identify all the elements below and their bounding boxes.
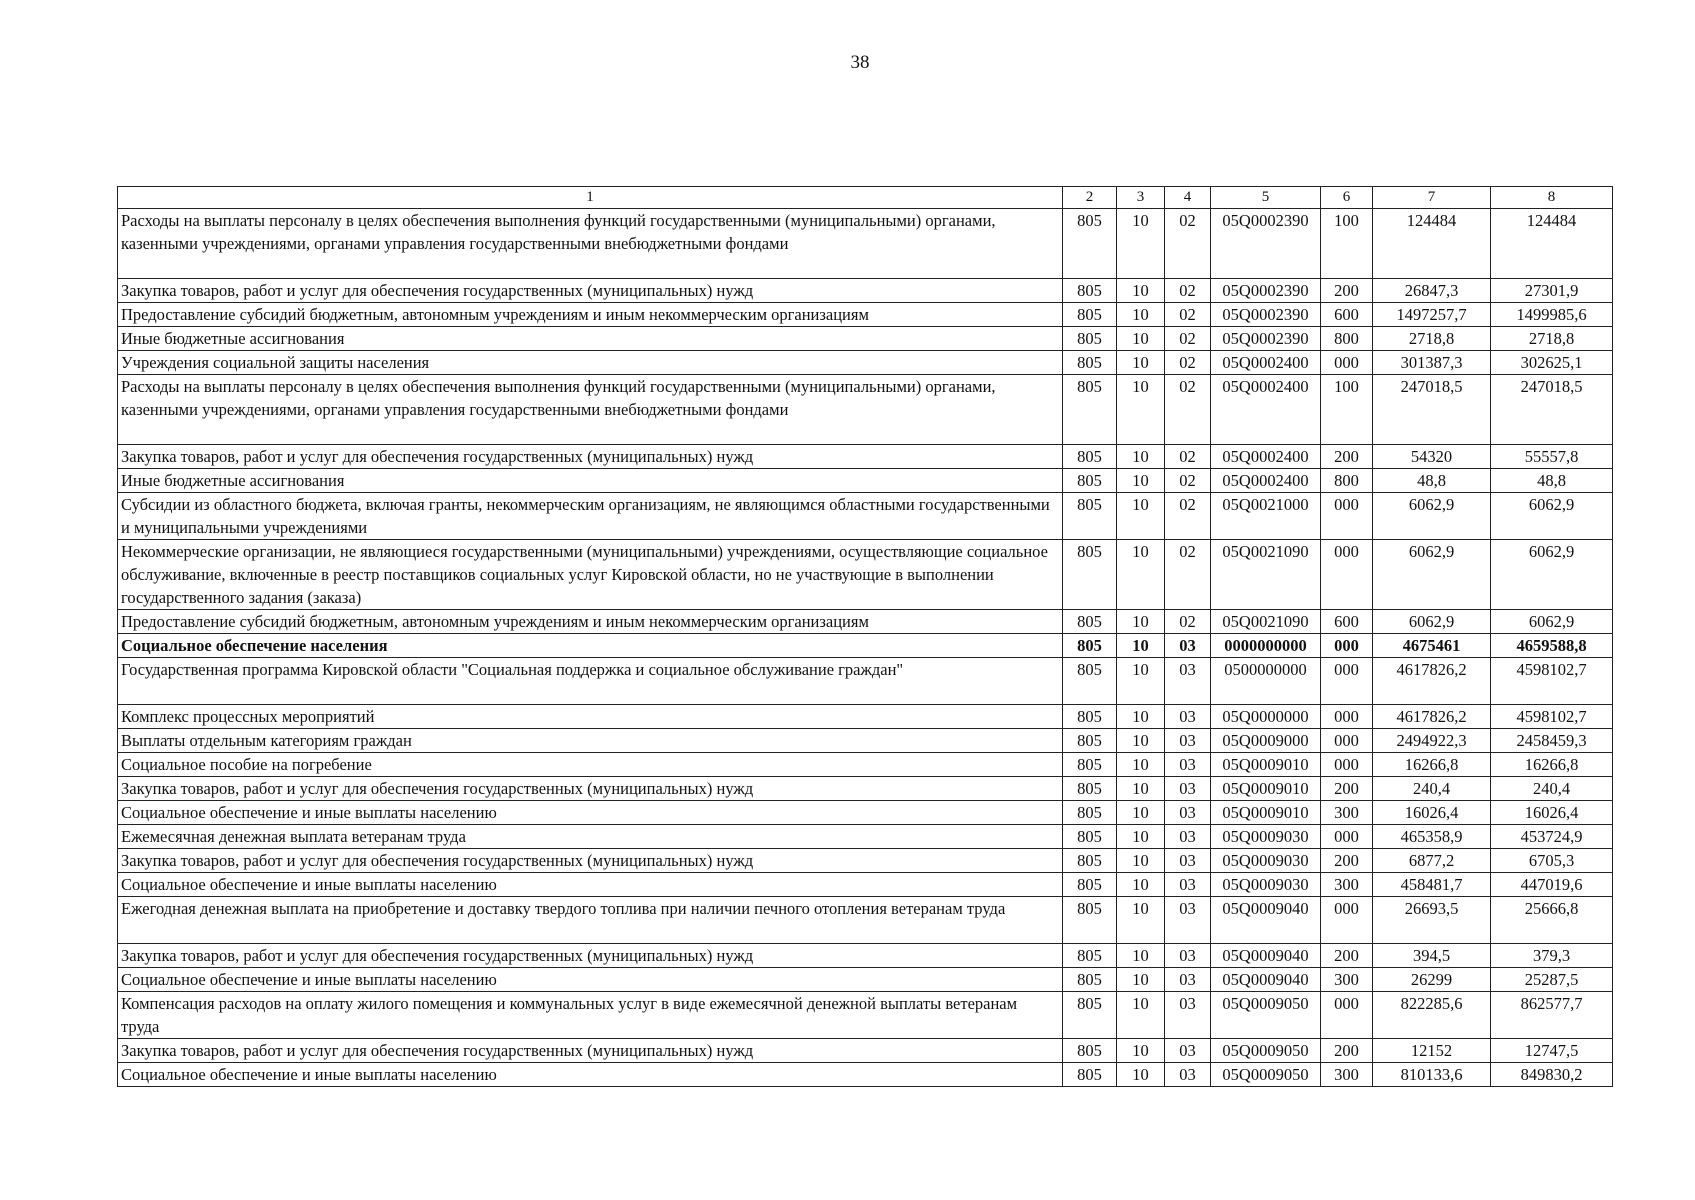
table-row bbox=[118, 753, 1613, 777]
table-row bbox=[118, 897, 1613, 944]
row-expense-type-cell: 300 bbox=[1321, 801, 1373, 825]
row-amount-year2-cell: 12747,5 bbox=[1491, 1039, 1613, 1063]
row-amount-year2-cell: 6062,9 bbox=[1491, 610, 1613, 634]
table-row bbox=[118, 705, 1613, 729]
row-ministry-code-cell: 805 bbox=[1063, 610, 1117, 634]
budget-table bbox=[117, 186, 1613, 1087]
row-expense-type-cell: 000 bbox=[1321, 634, 1373, 658]
row-amount-year1-cell: 247018,5 bbox=[1373, 375, 1491, 445]
row-section-code-cell: 10 bbox=[1117, 705, 1165, 729]
table-row bbox=[118, 303, 1613, 327]
row-amount-year2-cell: 25666,8 bbox=[1491, 897, 1613, 944]
table-row bbox=[118, 209, 1613, 279]
row-expense-type-cell: 000 bbox=[1321, 992, 1373, 1039]
row-subsection-code-cell: 03 bbox=[1165, 992, 1211, 1039]
row-section-code-cell: 10 bbox=[1117, 327, 1165, 351]
row-ministry-code-cell: 805 bbox=[1063, 777, 1117, 801]
table-row bbox=[118, 968, 1613, 992]
table-row bbox=[118, 540, 1613, 610]
row-amount-year2-cell: 453724,9 bbox=[1491, 825, 1613, 849]
row-expense-type-cell: 300 bbox=[1321, 968, 1373, 992]
table-row bbox=[118, 279, 1613, 303]
row-section-code-cell: 10 bbox=[1117, 351, 1165, 375]
row-section-code-cell: 10 bbox=[1117, 610, 1165, 634]
row-subsection-code-cell: 03 bbox=[1165, 634, 1211, 658]
table-row bbox=[118, 493, 1613, 540]
row-subsection-code-cell: 03 bbox=[1165, 753, 1211, 777]
row-amount-year2-cell: 2718,8 bbox=[1491, 327, 1613, 351]
row-amount-year1-cell: 822285,6 bbox=[1373, 992, 1491, 1039]
row-ministry-code-cell: 805 bbox=[1063, 469, 1117, 493]
row-expense-type-cell: 200 bbox=[1321, 1039, 1373, 1063]
row-target-article-cell: 05Q0009010 bbox=[1211, 777, 1321, 801]
row-target-article-cell: 05Q0000000 bbox=[1211, 705, 1321, 729]
row-ministry-code-cell: 805 bbox=[1063, 753, 1117, 777]
column-header: 6 bbox=[1321, 187, 1373, 209]
row-ministry-code-cell: 805 bbox=[1063, 825, 1117, 849]
row-expense-type-cell: 000 bbox=[1321, 658, 1373, 705]
row-ministry-code-cell: 805 bbox=[1063, 705, 1117, 729]
row-name-cell: Иные бюджетные ассигнования bbox=[118, 469, 1063, 493]
row-amount-year2-cell: 6062,9 bbox=[1491, 540, 1613, 610]
row-section-code-cell: 10 bbox=[1117, 469, 1165, 493]
row-name-cell: Субсидии из областного бюджета, включая гранты, некоммерческим организациям, не являющимся областными государственными и муниципальными учреждениями bbox=[118, 493, 1063, 540]
table-row bbox=[118, 445, 1613, 469]
row-section-code-cell: 10 bbox=[1117, 849, 1165, 873]
row-amount-year2-cell: 6705,3 bbox=[1491, 849, 1613, 873]
row-amount-year2-cell: 16026,4 bbox=[1491, 801, 1613, 825]
row-section-code-cell: 10 bbox=[1117, 540, 1165, 610]
row-amount-year2-cell: 1499985,6 bbox=[1491, 303, 1613, 327]
row-subsection-code-cell: 03 bbox=[1165, 825, 1211, 849]
row-section-code-cell: 10 bbox=[1117, 944, 1165, 968]
row-ministry-code-cell: 805 bbox=[1063, 279, 1117, 303]
row-target-article-cell: 05Q0002390 bbox=[1211, 303, 1321, 327]
column-header: 7 bbox=[1373, 187, 1491, 209]
row-subsection-code-cell: 03 bbox=[1165, 1063, 1211, 1087]
row-amount-year1-cell: 124484 bbox=[1373, 209, 1491, 279]
row-amount-year1-cell: 2718,8 bbox=[1373, 327, 1491, 351]
row-amount-year1-cell: 458481,7 bbox=[1373, 873, 1491, 897]
row-target-article-cell: 05Q0009050 bbox=[1211, 1063, 1321, 1087]
row-name-cell: Закупка товаров, работ и услуг для обеспечения государственных (муниципальных) нужд bbox=[118, 279, 1063, 303]
table-row bbox=[118, 375, 1613, 445]
row-amount-year2-cell: 862577,7 bbox=[1491, 992, 1613, 1039]
row-amount-year2-cell: 302625,1 bbox=[1491, 351, 1613, 375]
row-expense-type-cell: 000 bbox=[1321, 705, 1373, 729]
row-expense-type-cell: 800 bbox=[1321, 469, 1373, 493]
row-target-article-cell: 05Q0009000 bbox=[1211, 729, 1321, 753]
row-name-cell: Социальное обеспечение и иные выплаты населению bbox=[118, 968, 1063, 992]
table-row bbox=[118, 658, 1613, 705]
row-ministry-code-cell: 805 bbox=[1063, 1063, 1117, 1087]
row-name-cell: Предоставление субсидий бюджетным, автономным учреждениям и иным некоммерческим организациям bbox=[118, 303, 1063, 327]
row-amount-year1-cell: 4675461 bbox=[1373, 634, 1491, 658]
row-target-article-cell: 05Q0021000 bbox=[1211, 493, 1321, 540]
table-row bbox=[118, 634, 1613, 658]
row-name-cell: Учреждения социальной защиты населения bbox=[118, 351, 1063, 375]
row-target-article-cell: 05Q0002400 bbox=[1211, 469, 1321, 493]
row-section-code-cell: 10 bbox=[1117, 753, 1165, 777]
row-section-code-cell: 10 bbox=[1117, 729, 1165, 753]
row-subsection-code-cell: 03 bbox=[1165, 968, 1211, 992]
row-subsection-code-cell: 02 bbox=[1165, 493, 1211, 540]
row-target-article-cell: 05Q0009010 bbox=[1211, 753, 1321, 777]
column-header: 8 bbox=[1491, 187, 1613, 209]
row-ministry-code-cell: 805 bbox=[1063, 303, 1117, 327]
row-target-article-cell: 05Q0002400 bbox=[1211, 445, 1321, 469]
row-section-code-cell: 10 bbox=[1117, 992, 1165, 1039]
row-section-code-cell: 10 bbox=[1117, 1039, 1165, 1063]
row-ministry-code-cell: 805 bbox=[1063, 944, 1117, 968]
row-amount-year2-cell: 4598102,7 bbox=[1491, 705, 1613, 729]
row-name-cell: Некоммерческие организации, не являющиеся государственными (муниципальными) учреждениями, осуществляющие социальное обслуживание, включенные в реестр поставщиков социальных услуг Кировской области, но не участвующие в выполнении государственного задания (заказа) bbox=[118, 540, 1063, 610]
row-amount-year1-cell: 16026,4 bbox=[1373, 801, 1491, 825]
row-name-cell: Социальное обеспечение и иные выплаты населению bbox=[118, 1063, 1063, 1087]
row-name-cell: Закупка товаров, работ и услуг для обеспечения государственных (муниципальных) нужд bbox=[118, 944, 1063, 968]
row-expense-type-cell: 200 bbox=[1321, 279, 1373, 303]
row-amount-year1-cell: 301387,3 bbox=[1373, 351, 1491, 375]
row-name-cell: Государственная программа Кировской области "Социальная поддержка и социальное обслуживание граждан" bbox=[118, 658, 1063, 705]
row-amount-year1-cell: 12152 bbox=[1373, 1039, 1491, 1063]
row-expense-type-cell: 000 bbox=[1321, 825, 1373, 849]
row-expense-type-cell: 200 bbox=[1321, 777, 1373, 801]
row-subsection-code-cell: 02 bbox=[1165, 540, 1211, 610]
row-target-article-cell: 05Q0009040 bbox=[1211, 944, 1321, 968]
table-header-row bbox=[118, 187, 1613, 209]
page-number: 38 bbox=[850, 52, 870, 73]
row-target-article-cell: 05Q0002390 bbox=[1211, 327, 1321, 351]
row-target-article-cell: 05Q0009030 bbox=[1211, 825, 1321, 849]
row-name-cell: Ежегодная денежная выплата на приобретение и доставку твердого топлива при наличии печного отопления ветеранам труда bbox=[118, 897, 1063, 944]
row-target-article-cell: 05Q0021090 bbox=[1211, 540, 1321, 610]
row-amount-year1-cell: 26299 bbox=[1373, 968, 1491, 992]
row-name-cell: Закупка товаров, работ и услуг для обеспечения государственных (муниципальных) нужд bbox=[118, 849, 1063, 873]
row-ministry-code-cell: 805 bbox=[1063, 658, 1117, 705]
row-amount-year2-cell: 25287,5 bbox=[1491, 968, 1613, 992]
row-section-code-cell: 10 bbox=[1117, 968, 1165, 992]
row-name-cell: Расходы на выплаты персоналу в целях обеспечения выполнения функций государственными (муниципальными) органами, казенными учреждениями, органами управления государственными внебюджетными фондами bbox=[118, 375, 1063, 445]
row-ministry-code-cell: 805 bbox=[1063, 968, 1117, 992]
column-header: 2 bbox=[1063, 187, 1117, 209]
row-section-code-cell: 10 bbox=[1117, 777, 1165, 801]
row-amount-year1-cell: 1497257,7 bbox=[1373, 303, 1491, 327]
table-body bbox=[118, 187, 1613, 1087]
row-amount-year2-cell: 124484 bbox=[1491, 209, 1613, 279]
column-header: 3 bbox=[1117, 187, 1165, 209]
row-name-cell: Закупка товаров, работ и услуг для обеспечения государственных (муниципальных) нужд bbox=[118, 1039, 1063, 1063]
row-ministry-code-cell: 805 bbox=[1063, 445, 1117, 469]
row-subsection-code-cell: 03 bbox=[1165, 873, 1211, 897]
row-target-article-cell: 05Q0009050 bbox=[1211, 992, 1321, 1039]
row-target-article-cell: 05Q0021090 bbox=[1211, 610, 1321, 634]
row-ministry-code-cell: 805 bbox=[1063, 327, 1117, 351]
row-subsection-code-cell: 03 bbox=[1165, 777, 1211, 801]
row-amount-year2-cell: 447019,6 bbox=[1491, 873, 1613, 897]
row-amount-year2-cell: 48,8 bbox=[1491, 469, 1613, 493]
row-name-cell: Расходы на выплаты персоналу в целях обеспечения выполнения функций государственными (муниципальными) органами, казенными учреждениями, органами управления государственными внебюджетными фондами bbox=[118, 209, 1063, 279]
row-amount-year2-cell: 2458459,3 bbox=[1491, 729, 1613, 753]
row-target-article-cell: 0500000000 bbox=[1211, 658, 1321, 705]
row-amount-year1-cell: 4617826,2 bbox=[1373, 658, 1491, 705]
row-target-article-cell: 05Q0002400 bbox=[1211, 351, 1321, 375]
row-expense-type-cell: 000 bbox=[1321, 897, 1373, 944]
table-row bbox=[118, 327, 1613, 351]
row-subsection-code-cell: 03 bbox=[1165, 729, 1211, 753]
row-subsection-code-cell: 03 bbox=[1165, 705, 1211, 729]
row-ministry-code-cell: 805 bbox=[1063, 209, 1117, 279]
row-ministry-code-cell: 805 bbox=[1063, 375, 1117, 445]
row-amount-year1-cell: 6062,9 bbox=[1373, 610, 1491, 634]
row-ministry-code-cell: 805 bbox=[1063, 351, 1117, 375]
row-expense-type-cell: 100 bbox=[1321, 209, 1373, 279]
row-subsection-code-cell: 03 bbox=[1165, 849, 1211, 873]
table-row bbox=[118, 729, 1613, 753]
table-row bbox=[118, 873, 1613, 897]
row-name-cell: Социальное обеспечение населения bbox=[118, 634, 1063, 658]
row-amount-year2-cell: 27301,9 bbox=[1491, 279, 1613, 303]
row-expense-type-cell: 000 bbox=[1321, 729, 1373, 753]
row-target-article-cell: 05Q0002400 bbox=[1211, 375, 1321, 445]
row-expense-type-cell: 000 bbox=[1321, 753, 1373, 777]
row-ministry-code-cell: 805 bbox=[1063, 849, 1117, 873]
table-row bbox=[118, 992, 1613, 1039]
row-subsection-code-cell: 03 bbox=[1165, 801, 1211, 825]
row-amount-year1-cell: 26847,3 bbox=[1373, 279, 1491, 303]
row-name-cell: Социальное обеспечение и иные выплаты населению bbox=[118, 873, 1063, 897]
row-subsection-code-cell: 03 bbox=[1165, 944, 1211, 968]
row-ministry-code-cell: 805 bbox=[1063, 897, 1117, 944]
row-target-article-cell: 0000000000 bbox=[1211, 634, 1321, 658]
row-target-article-cell: 05Q0009040 bbox=[1211, 968, 1321, 992]
row-subsection-code-cell: 02 bbox=[1165, 375, 1211, 445]
table-row bbox=[118, 944, 1613, 968]
row-subsection-code-cell: 03 bbox=[1165, 1039, 1211, 1063]
column-header: 4 bbox=[1165, 187, 1211, 209]
row-ministry-code-cell: 805 bbox=[1063, 801, 1117, 825]
row-name-cell: Закупка товаров, работ и услуг для обеспечения государственных (муниципальных) нужд bbox=[118, 445, 1063, 469]
row-expense-type-cell: 200 bbox=[1321, 849, 1373, 873]
row-subsection-code-cell: 03 bbox=[1165, 658, 1211, 705]
row-target-article-cell: 05Q0009050 bbox=[1211, 1039, 1321, 1063]
row-section-code-cell: 10 bbox=[1117, 303, 1165, 327]
row-target-article-cell: 05Q0002390 bbox=[1211, 209, 1321, 279]
row-amount-year2-cell: 6062,9 bbox=[1491, 493, 1613, 540]
row-section-code-cell: 10 bbox=[1117, 279, 1165, 303]
row-amount-year1-cell: 240,4 bbox=[1373, 777, 1491, 801]
table-row bbox=[118, 825, 1613, 849]
row-subsection-code-cell: 02 bbox=[1165, 327, 1211, 351]
row-target-article-cell: 05Q0009040 bbox=[1211, 897, 1321, 944]
row-expense-type-cell: 600 bbox=[1321, 610, 1373, 634]
row-subsection-code-cell: 02 bbox=[1165, 209, 1211, 279]
row-amount-year1-cell: 4617826,2 bbox=[1373, 705, 1491, 729]
row-amount-year1-cell: 6062,9 bbox=[1373, 493, 1491, 540]
row-amount-year2-cell: 16266,8 bbox=[1491, 753, 1613, 777]
row-expense-type-cell: 600 bbox=[1321, 303, 1373, 327]
row-ministry-code-cell: 805 bbox=[1063, 540, 1117, 610]
row-target-article-cell: 05Q0009030 bbox=[1211, 849, 1321, 873]
row-expense-type-cell: 000 bbox=[1321, 540, 1373, 610]
row-target-article-cell: 05Q0009030 bbox=[1211, 873, 1321, 897]
row-amount-year1-cell: 810133,6 bbox=[1373, 1063, 1491, 1087]
row-section-code-cell: 10 bbox=[1117, 897, 1165, 944]
row-name-cell: Иные бюджетные ассигнования bbox=[118, 327, 1063, 351]
row-expense-type-cell: 800 bbox=[1321, 327, 1373, 351]
row-name-cell: Компенсация расходов на оплату жилого помещения и коммунальных услуг в виде ежемесячной денежной выплаты ветеранам труда bbox=[118, 992, 1063, 1039]
row-amount-year2-cell: 247018,5 bbox=[1491, 375, 1613, 445]
row-name-cell: Закупка товаров, работ и услуг для обеспечения государственных (муниципальных) нужд bbox=[118, 777, 1063, 801]
table-row bbox=[118, 801, 1613, 825]
row-section-code-cell: 10 bbox=[1117, 445, 1165, 469]
row-section-code-cell: 10 bbox=[1117, 634, 1165, 658]
row-amount-year2-cell: 849830,2 bbox=[1491, 1063, 1613, 1087]
row-section-code-cell: 10 bbox=[1117, 658, 1165, 705]
row-expense-type-cell: 100 bbox=[1321, 375, 1373, 445]
row-expense-type-cell: 200 bbox=[1321, 944, 1373, 968]
row-section-code-cell: 10 bbox=[1117, 375, 1165, 445]
row-subsection-code-cell: 02 bbox=[1165, 610, 1211, 634]
row-amount-year2-cell: 4598102,7 bbox=[1491, 658, 1613, 705]
row-ministry-code-cell: 805 bbox=[1063, 493, 1117, 540]
row-name-cell: Социальное обеспечение и иные выплаты населению bbox=[118, 801, 1063, 825]
row-amount-year1-cell: 6877,2 bbox=[1373, 849, 1491, 873]
row-amount-year2-cell: 55557,8 bbox=[1491, 445, 1613, 469]
row-amount-year1-cell: 48,8 bbox=[1373, 469, 1491, 493]
row-amount-year1-cell: 16266,8 bbox=[1373, 753, 1491, 777]
row-subsection-code-cell: 02 bbox=[1165, 469, 1211, 493]
row-expense-type-cell: 000 bbox=[1321, 493, 1373, 540]
row-ministry-code-cell: 805 bbox=[1063, 873, 1117, 897]
row-amount-year1-cell: 6062,9 bbox=[1373, 540, 1491, 610]
row-amount-year2-cell: 4659588,8 bbox=[1491, 634, 1613, 658]
row-name-cell: Социальное пособие на погребение bbox=[118, 753, 1063, 777]
column-header: 1 bbox=[118, 187, 1063, 209]
row-name-cell: Предоставление субсидий бюджетным, автономным учреждениям и иным некоммерческим организациям bbox=[118, 610, 1063, 634]
row-ministry-code-cell: 805 bbox=[1063, 729, 1117, 753]
table-row bbox=[118, 610, 1613, 634]
row-subsection-code-cell: 02 bbox=[1165, 279, 1211, 303]
row-section-code-cell: 10 bbox=[1117, 825, 1165, 849]
row-expense-type-cell: 300 bbox=[1321, 873, 1373, 897]
row-section-code-cell: 10 bbox=[1117, 873, 1165, 897]
row-expense-type-cell: 200 bbox=[1321, 445, 1373, 469]
row-subsection-code-cell: 02 bbox=[1165, 445, 1211, 469]
row-section-code-cell: 10 bbox=[1117, 209, 1165, 279]
row-amount-year1-cell: 26693,5 bbox=[1373, 897, 1491, 944]
row-name-cell: Ежемесячная денежная выплата ветеранам труда bbox=[118, 825, 1063, 849]
table-row bbox=[118, 469, 1613, 493]
row-subsection-code-cell: 02 bbox=[1165, 303, 1211, 327]
row-target-article-cell: 05Q0009010 bbox=[1211, 801, 1321, 825]
table-row bbox=[118, 1063, 1613, 1087]
row-ministry-code-cell: 805 bbox=[1063, 634, 1117, 658]
row-name-cell: Выплаты отдельным категориям граждан bbox=[118, 729, 1063, 753]
row-ministry-code-cell: 805 bbox=[1063, 1039, 1117, 1063]
row-subsection-code-cell: 03 bbox=[1165, 897, 1211, 944]
row-amount-year1-cell: 54320 bbox=[1373, 445, 1491, 469]
row-name-cell: Комплекс процессных мероприятий bbox=[118, 705, 1063, 729]
row-amount-year1-cell: 2494922,3 bbox=[1373, 729, 1491, 753]
row-expense-type-cell: 300 bbox=[1321, 1063, 1373, 1087]
row-section-code-cell: 10 bbox=[1117, 1063, 1165, 1087]
row-expense-type-cell: 000 bbox=[1321, 351, 1373, 375]
row-amount-year2-cell: 240,4 bbox=[1491, 777, 1613, 801]
row-amount-year1-cell: 465358,9 bbox=[1373, 825, 1491, 849]
row-section-code-cell: 10 bbox=[1117, 801, 1165, 825]
table-row bbox=[118, 351, 1613, 375]
table-row bbox=[118, 849, 1613, 873]
column-header: 5 bbox=[1211, 187, 1321, 209]
table-row bbox=[118, 1039, 1613, 1063]
row-section-code-cell: 10 bbox=[1117, 493, 1165, 540]
row-subsection-code-cell: 02 bbox=[1165, 351, 1211, 375]
row-target-article-cell: 05Q0002390 bbox=[1211, 279, 1321, 303]
row-amount-year1-cell: 394,5 bbox=[1373, 944, 1491, 968]
row-ministry-code-cell: 805 bbox=[1063, 992, 1117, 1039]
table-row bbox=[118, 777, 1613, 801]
row-amount-year2-cell: 379,3 bbox=[1491, 944, 1613, 968]
